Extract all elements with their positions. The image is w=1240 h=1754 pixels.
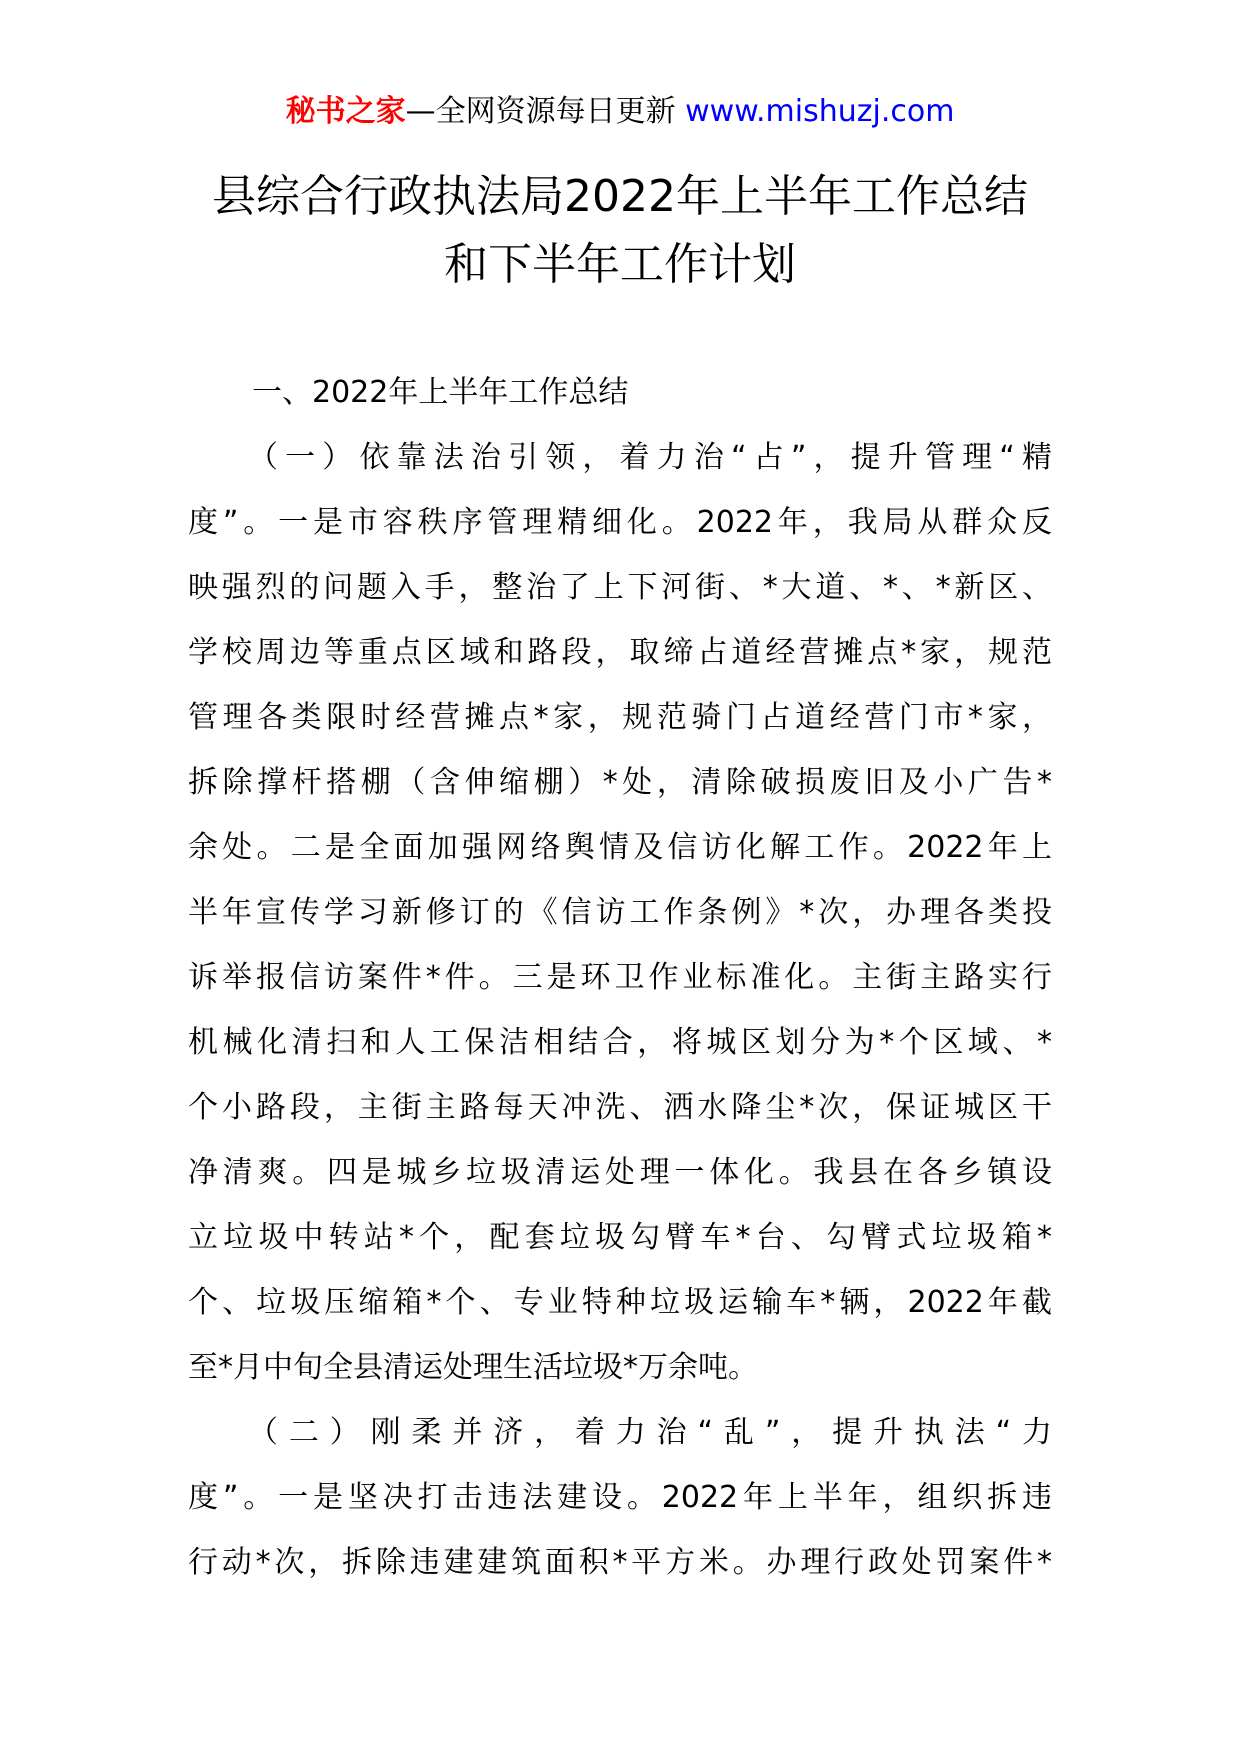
section-heading: 一、2022年上半年工作总结 [252,375,629,410]
paragraph-line: （二）刚柔并济，着力治“乱”，提升执法“力 [248,1415,1052,1450]
title-line-1: 县综合行政执法局2022年上半年工作总结 [212,171,1028,222]
paragraph-line: 至*月中旬全县清运处理生活垃圾*万余吨。 [188,1350,758,1385]
paragraph-line: 拆除撑杆搭棚（含伸缩棚）*处，清除破损废旧及小广告* [188,765,1052,800]
paragraph-line: 立垃圾中转站*个，配套垃圾勾臂车*台、勾臂式垃圾箱* [188,1220,1052,1255]
site-header [0,92,1240,132]
paragraph-line: 学校周边等重点区域和路段，取缔占道经营摊点*家，规范 [188,635,1052,670]
site-url-link[interactable]: www.mishuzj.com [685,94,955,129]
paragraph-line: 度”。一是市容秩序管理精细化。2022年，我局从群众反 [188,505,1052,540]
paragraph-line: 机械化清扫和人工保洁相结合，将城区划分为*个区域、* [188,1025,1052,1060]
paragraph-line: 个小路段，主街主路每天冲洗、洒水降尘*次，保证城区干 [188,1090,1052,1125]
paragraph-line: 度”。一是坚决打击违法建设。2022年上半年，组织拆违 [188,1480,1052,1515]
document-body [188,360,1052,1595]
paragraph-line: 净清爽。四是城乡垃圾清运处理一体化。我县在各乡镇设 [188,1155,1052,1190]
paragraph-line: 半年宣传学习新修订的《信访工作条例》*次，办理各类投 [188,895,1052,930]
site-brand: 秘书之家 [285,94,406,129]
paragraph-line: 行动*次，拆除违建建筑面积*平方米。办理行政处罚案件* [188,1545,1052,1580]
paragraph-line: 余处。二是全面加强网络舆情及信访化解工作。2022年上 [188,830,1052,865]
paragraph-line: 个、垃圾压缩箱*个、专业特种垃圾运输车*辆，2022年截 [188,1285,1052,1320]
paragraph-line: （一）依靠法治引领，着力治“占”，提升管理“精 [248,440,1052,475]
title-line-2: 和下半年工作计划 [444,239,796,290]
site-tagline: —全网资源每日更新 [405,94,676,129]
paragraph-line: 映强烈的问题入手，整治了上下河街、*大道、*、*新区、 [188,570,1052,605]
document-title [0,163,1240,299]
paragraph-line: 诉举报信访案件*件。三是环卫作业标准化。主街主路实行 [188,960,1052,995]
paragraph-line: 管理各类限时经营摊点*家，规范骑门占道经营门市*家， [188,700,1052,735]
